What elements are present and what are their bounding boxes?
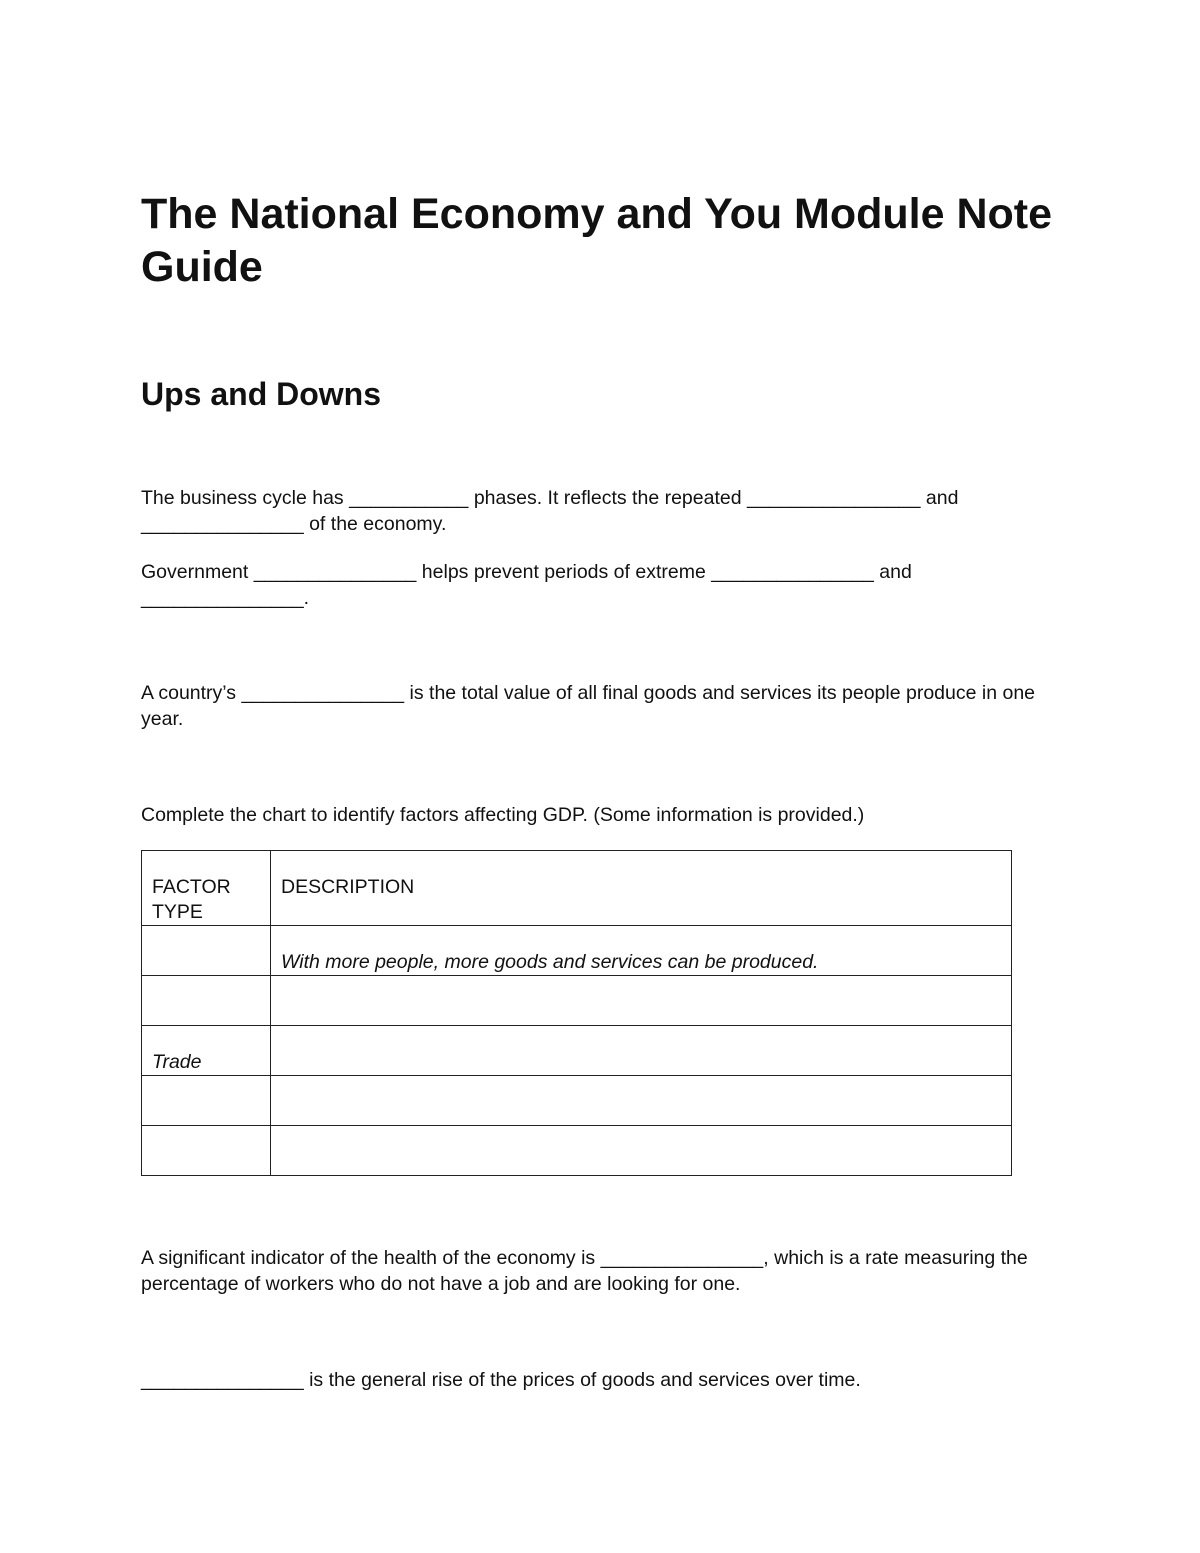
page-title: The National Economy and You Module Note Guide <box>141 190 1053 291</box>
gdp-paragraph: A country’s _______________ is the total value of all final goods and services its people produce in one year. <box>141 682 1036 730</box>
gdp-factors-table <box>141 850 1012 1176</box>
description-cell[interactable]: With more people, more goods and services can be produced. <box>271 926 1012 976</box>
section-heading: Ups and Downs <box>141 376 382 412</box>
inflation-paragraph: _______________ is the general rise of the prices of goods and services over time. <box>141 1369 861 1391</box>
header-factor-type: FACTOR TYPE <box>142 851 271 926</box>
factor-type-cell[interactable] <box>142 976 271 1026</box>
table-header-row <box>142 851 1012 926</box>
table-row <box>142 1026 1012 1076</box>
chart-instructions: Complete the chart to identify factors affecting GDP. (Some information is provided.) <box>141 804 865 826</box>
description-cell[interactable] <box>271 1026 1012 1076</box>
description-cell[interactable] <box>271 1126 1012 1176</box>
table-row <box>142 926 1012 976</box>
factor-type-cell[interactable] <box>142 1076 271 1126</box>
government-paragraph: Government _______________ helps prevent periods of extreme _______________ and _______________. <box>141 561 912 609</box>
table-row <box>142 976 1012 1026</box>
business-cycle-paragraph: The business cycle has ___________ phases. It reflects the repeated ________________ and _______________ of the economy. <box>141 487 959 535</box>
factor-type-cell[interactable] <box>142 926 271 976</box>
table-row <box>142 1126 1012 1176</box>
indicator-paragraph: A significant indicator of the health of the economy is _______________, which is a rate measuring the percentage of workers who do not have a job and are looking for one. <box>141 1247 1028 1295</box>
table-row <box>142 1076 1012 1126</box>
factor-type-cell[interactable]: Trade <box>142 1026 271 1076</box>
header-description: DESCRIPTION <box>271 851 1012 926</box>
description-cell[interactable] <box>271 1076 1012 1126</box>
factor-type-cell[interactable] <box>142 1126 271 1176</box>
description-cell[interactable] <box>271 976 1012 1026</box>
